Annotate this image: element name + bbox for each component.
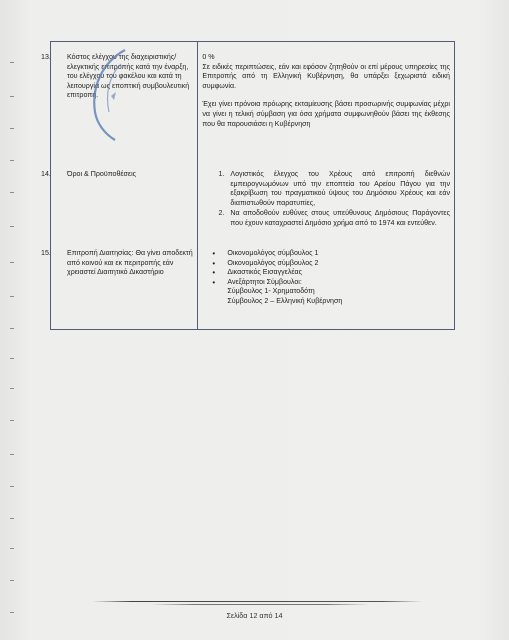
footer-rule-thin bbox=[150, 604, 370, 605]
row-13-content-cell bbox=[198, 42, 455, 160]
row-number: 14. bbox=[41, 170, 51, 178]
margin-ticks bbox=[10, 0, 16, 640]
list-item: • Οικονομολόγος σύμβουλος 1 bbox=[212, 249, 319, 258]
list-item: • Δικαστικός Εισαγγελέας bbox=[212, 268, 303, 278]
list-item: 2. Να αποδοθούν ευθύνες στους υπεύθυνους Δημόσιους Παράγοντες που έχουν καταχραστεί Δημόσιο χρήμα από το 1974 και εντεύθεν. bbox=[226, 209, 450, 228]
row-number: 15. bbox=[41, 249, 51, 257]
table-row bbox=[51, 238, 455, 330]
footer-rule bbox=[92, 601, 422, 602]
row-label: Κόστος ελέγχου της διαχειριστικής/ ελεγκτικής επιτροπής κατά την έναρξη, του ελέγχου του φακέλου και κατά τη λειτουργία ως εποπτική συμβουλευτική επιτροπή. bbox=[67, 53, 190, 100]
table-row bbox=[51, 42, 455, 160]
advance-payment-paragraph: Έχει γίνει πρόνοια πρόωρης εκταμίευσης βάσει προσωρινής συμφωνίας μέχρι να γίνει η τελική σύμβαση για όσα χρήματα συμφωνηθούν βάσει της έκθεσης που θα παρουσιάσει η Κυβέρνηση bbox=[202, 100, 450, 128]
advisor-line: Σύμβουλος 1- Χρηματοδότη bbox=[227, 287, 315, 296]
page-number: Σελίδα 12 από 14 bbox=[226, 611, 283, 620]
bullet-icon: • bbox=[212, 268, 216, 278]
bullet-icon: • bbox=[212, 277, 216, 287]
row-14-content-cell bbox=[198, 159, 455, 238]
cost-percent: 0 % bbox=[202, 53, 215, 61]
cost-note-paragraph: Σε ειδικές περιπτώσεις, εάν και εφόσον ζητηθούν οι επί μέρους υπηρεσίες της Επιτροπής από τη Ελληνική Κυβέρνηση, θα υπάρξει ξεχωριστά ειδική συμφωνία. bbox=[202, 62, 450, 90]
terms-table bbox=[41, 41, 455, 330]
advisors-list bbox=[202, 287, 450, 306]
row-label: Όροι & Προϋποθέσεις bbox=[67, 170, 137, 178]
row-13-label-cell bbox=[41, 42, 198, 160]
table-row bbox=[51, 159, 455, 238]
row-14-label-cell bbox=[41, 159, 198, 238]
list-item: • Ανεξάρτητοι Σύμβουλοι: bbox=[212, 277, 302, 287]
list-item: • Οικονομολόγος σύμβουλος 2 bbox=[212, 258, 319, 268]
row-15-content-cell bbox=[198, 238, 455, 330]
row-number: 13. bbox=[41, 53, 51, 61]
row-label: Επιτροπή Διαιτησίας: Θα γίνει αποδεκτή από κοινού και εκ περιτροπής εάν χρειαστεί Διαιτητικό Δικαστήριο bbox=[67, 249, 193, 277]
advisor-line: Σύμβουλος 2 – Ελληνική Κυβέρνηση bbox=[227, 296, 343, 305]
list-item: 1. Λογιστικός έλεγχος του Χρέους από επιτροπή διεθνών εμπειρογνωμόνων υπό την εποπτεία του Αρείου Πάγου για την εξακρίβωση του πραγματικού ύψους του Δημόσιου Χρέους και εάν διαπιστωθούν παρατυπίες, bbox=[226, 170, 450, 208]
bullet-icon: • bbox=[212, 249, 216, 258]
committee-list bbox=[202, 249, 450, 287]
conditions-list bbox=[202, 170, 450, 229]
bullet-icon: • bbox=[212, 258, 216, 268]
row-15-label-cell bbox=[41, 238, 198, 330]
